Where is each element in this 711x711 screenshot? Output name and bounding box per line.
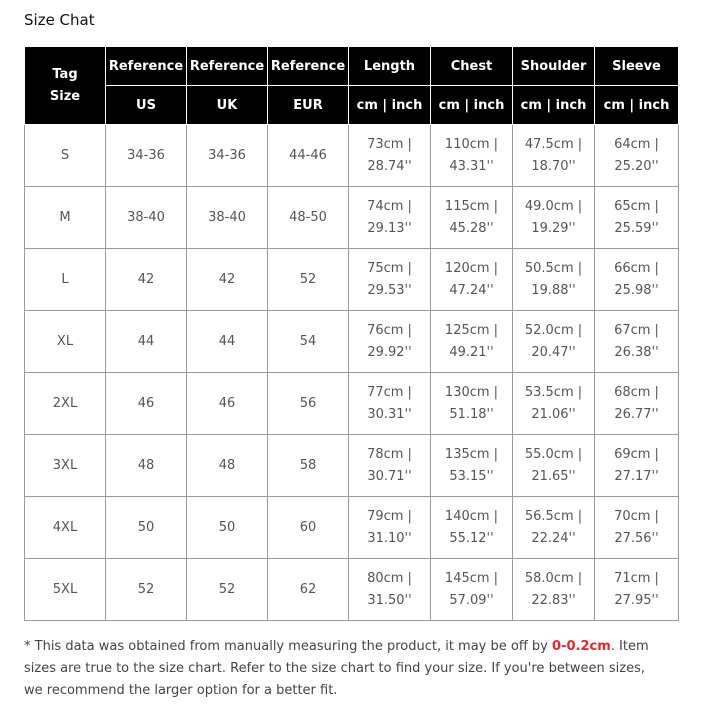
cell-tag-size: 3XL <box>25 435 106 497</box>
header-tag-size <box>25 47 106 125</box>
cell-shoulder <box>513 311 595 373</box>
cell-length-cm: 78cm | <box>367 446 412 462</box>
page-title: Size Chat <box>24 11 95 29</box>
header-sub-uk: UK <box>187 86 268 125</box>
cell-us: 44 <box>106 311 187 373</box>
cell-sleeve-inch: 26.38'' <box>614 344 659 360</box>
cell-shoulder <box>513 125 595 187</box>
note-text-after: . Item sizes are true to the size chart. Refer to the size chart to find your size. If you're between sizes, we recommend the larger option for a better fit. <box>24 639 649 698</box>
cell-chest-cm: 120cm | <box>444 260 499 276</box>
header-sub-sleeve-unit: cm | inch <box>595 86 679 125</box>
size-note <box>24 636 664 702</box>
note-text-before: * This data was obtained from manually measuring the product, it may be off by <box>24 639 553 654</box>
cell-sleeve <box>595 249 679 311</box>
cell-sleeve-cm: 71cm | <box>614 570 659 586</box>
cell-uk: 48 <box>187 435 268 497</box>
table-row <box>25 187 679 249</box>
cell-length-inch: 30.71'' <box>367 468 412 484</box>
cell-chest-inch: 55.12'' <box>449 530 494 546</box>
table-row <box>25 435 679 497</box>
cell-tag-size: S <box>25 125 106 187</box>
cell-chest <box>431 249 513 311</box>
cell-shoulder-cm: 49.0cm | <box>524 198 583 214</box>
cell-chest <box>431 559 513 621</box>
cell-sleeve-cm: 67cm | <box>614 322 659 338</box>
cell-shoulder-cm: 58.0cm | <box>524 570 583 586</box>
cell-length <box>349 125 431 187</box>
cell-chest <box>431 435 513 497</box>
cell-length-cm: 77cm | <box>367 384 412 400</box>
cell-chest-cm: 145cm | <box>444 570 499 586</box>
cell-us: 46 <box>106 373 187 435</box>
cell-us: 42 <box>106 249 187 311</box>
cell-length-cm: 76cm | <box>367 322 412 338</box>
cell-shoulder <box>513 249 595 311</box>
table-body <box>25 125 679 621</box>
cell-tag-size: 2XL <box>25 373 106 435</box>
cell-us: 38-40 <box>106 187 187 249</box>
header-sub-shoulder-unit: cm | inch <box>513 86 595 125</box>
cell-shoulder-inch: 18.70'' <box>531 158 576 174</box>
cell-chest <box>431 311 513 373</box>
cell-length-cm: 75cm | <box>367 260 412 276</box>
cell-length <box>349 497 431 559</box>
cell-length-inch: 31.50'' <box>367 592 412 608</box>
cell-chest <box>431 373 513 435</box>
cell-us: 52 <box>106 559 187 621</box>
cell-chest-cm: 110cm | <box>444 136 499 152</box>
header-sub-us: US <box>106 86 187 125</box>
cell-sleeve-inch: 25.20'' <box>614 158 659 174</box>
note-highlight: 0-0.2cm <box>552 639 611 654</box>
table-row <box>25 311 679 373</box>
cell-eur: 52 <box>268 249 349 311</box>
cell-chest-inch: 45.28'' <box>449 220 494 236</box>
cell-eur: 44-46 <box>268 125 349 187</box>
cell-chest-cm: 135cm | <box>444 446 499 462</box>
cell-length-cm: 74cm | <box>367 198 412 214</box>
cell-sleeve <box>595 187 679 249</box>
cell-shoulder-inch: 20.47'' <box>531 344 576 360</box>
cell-uk: 42 <box>187 249 268 311</box>
cell-shoulder-inch: 22.83'' <box>531 592 576 608</box>
cell-eur: 60 <box>268 497 349 559</box>
cell-chest-cm: 125cm | <box>444 322 499 338</box>
cell-sleeve-inch: 27.95'' <box>614 592 659 608</box>
cell-eur: 48-50 <box>268 187 349 249</box>
header-size-label: Size <box>49 88 81 104</box>
cell-chest <box>431 125 513 187</box>
cell-shoulder <box>513 497 595 559</box>
cell-length <box>349 559 431 621</box>
cell-chest-cm: 140cm | <box>444 508 499 524</box>
cell-length <box>349 435 431 497</box>
table-row <box>25 249 679 311</box>
cell-eur: 62 <box>268 559 349 621</box>
cell-uk: 50 <box>187 497 268 559</box>
cell-tag-size: 4XL <box>25 497 106 559</box>
cell-chest-inch: 51.18'' <box>449 406 494 422</box>
cell-length-inch: 28.74'' <box>367 158 412 174</box>
table-header <box>25 47 679 125</box>
cell-chest-cm: 130cm | <box>444 384 499 400</box>
cell-shoulder-inch: 21.65'' <box>531 468 576 484</box>
cell-chest-inch: 43.31'' <box>449 158 494 174</box>
header-chest: Chest <box>431 47 513 86</box>
cell-shoulder-cm: 50.5cm | <box>524 260 583 276</box>
cell-tag-size: 5XL <box>25 559 106 621</box>
cell-shoulder <box>513 559 595 621</box>
cell-length-inch: 31.10'' <box>367 530 412 546</box>
header-sub-chest-unit: cm | inch <box>431 86 513 125</box>
cell-sleeve-inch: 25.59'' <box>614 220 659 236</box>
cell-sleeve-inch: 25.98'' <box>614 282 659 298</box>
header-reference-uk: Reference <box>187 47 268 86</box>
cell-chest-inch: 47.24'' <box>449 282 494 298</box>
cell-shoulder <box>513 187 595 249</box>
cell-eur: 58 <box>268 435 349 497</box>
header-tag-label: Tag <box>52 66 78 82</box>
cell-shoulder-cm: 55.0cm | <box>524 446 583 462</box>
cell-length <box>349 311 431 373</box>
cell-shoulder <box>513 435 595 497</box>
cell-shoulder-inch: 19.88'' <box>531 282 576 298</box>
cell-shoulder-inch: 21.06'' <box>531 406 576 422</box>
cell-sleeve <box>595 125 679 187</box>
cell-length <box>349 373 431 435</box>
header-row-top <box>25 47 679 86</box>
cell-chest <box>431 187 513 249</box>
cell-length-cm: 80cm | <box>367 570 412 586</box>
cell-length-cm: 73cm | <box>367 136 412 152</box>
cell-chest <box>431 497 513 559</box>
header-length: Length <box>349 47 431 86</box>
cell-chest-inch: 49.21'' <box>449 344 494 360</box>
cell-us: 50 <box>106 497 187 559</box>
cell-shoulder-cm: 52.0cm | <box>524 322 583 338</box>
header-sub-eur: EUR <box>268 86 349 125</box>
cell-us: 34-36 <box>106 125 187 187</box>
cell-uk: 38-40 <box>187 187 268 249</box>
cell-sleeve-inch: 26.77'' <box>614 406 659 422</box>
table-row <box>25 497 679 559</box>
header-sub-length-unit: cm | inch <box>349 86 431 125</box>
cell-uk: 44 <box>187 311 268 373</box>
cell-sleeve <box>595 373 679 435</box>
cell-length-inch: 30.31'' <box>367 406 412 422</box>
cell-shoulder-cm: 56.5cm | <box>524 508 583 524</box>
cell-length <box>349 249 431 311</box>
cell-shoulder-inch: 19.29'' <box>531 220 576 236</box>
table-row <box>25 373 679 435</box>
cell-length-cm: 79cm | <box>367 508 412 524</box>
cell-tag-size: M <box>25 187 106 249</box>
cell-eur: 56 <box>268 373 349 435</box>
cell-sleeve <box>595 497 679 559</box>
cell-shoulder-cm: 53.5cm | <box>524 384 583 400</box>
cell-chest-cm: 115cm | <box>444 198 499 214</box>
header-sleeve: Sleeve <box>595 47 679 86</box>
cell-sleeve <box>595 435 679 497</box>
cell-sleeve <box>595 559 679 621</box>
cell-chest-inch: 53.15'' <box>449 468 494 484</box>
cell-length-inch: 29.13'' <box>367 220 412 236</box>
size-chart-table <box>24 46 679 621</box>
cell-sleeve-inch: 27.17'' <box>614 468 659 484</box>
cell-sleeve <box>595 311 679 373</box>
header-row-sub <box>25 86 679 125</box>
cell-eur: 54 <box>268 311 349 373</box>
cell-uk: 52 <box>187 559 268 621</box>
cell-sleeve-cm: 65cm | <box>614 198 659 214</box>
cell-chest-inch: 57.09'' <box>449 592 494 608</box>
cell-shoulder-inch: 22.24'' <box>531 530 576 546</box>
cell-tag-size: XL <box>25 311 106 373</box>
cell-shoulder <box>513 373 595 435</box>
cell-length-inch: 29.92'' <box>367 344 412 360</box>
cell-length-inch: 29.53'' <box>367 282 412 298</box>
cell-sleeve-cm: 64cm | <box>614 136 659 152</box>
table-row <box>25 559 679 621</box>
cell-sleeve-cm: 70cm | <box>614 508 659 524</box>
cell-uk: 46 <box>187 373 268 435</box>
header-reference-us: Reference <box>106 47 187 86</box>
cell-shoulder-cm: 47.5cm | <box>524 136 583 152</box>
cell-sleeve-cm: 68cm | <box>614 384 659 400</box>
header-shoulder: Shoulder <box>513 47 595 86</box>
header-reference-eur: Reference <box>268 47 349 86</box>
cell-sleeve-cm: 66cm | <box>614 260 659 276</box>
table-row <box>25 125 679 187</box>
cell-length <box>349 187 431 249</box>
cell-sleeve-inch: 27.56'' <box>614 530 659 546</box>
cell-us: 48 <box>106 435 187 497</box>
cell-tag-size: L <box>25 249 106 311</box>
cell-sleeve-cm: 69cm | <box>614 446 659 462</box>
cell-uk: 34-36 <box>187 125 268 187</box>
